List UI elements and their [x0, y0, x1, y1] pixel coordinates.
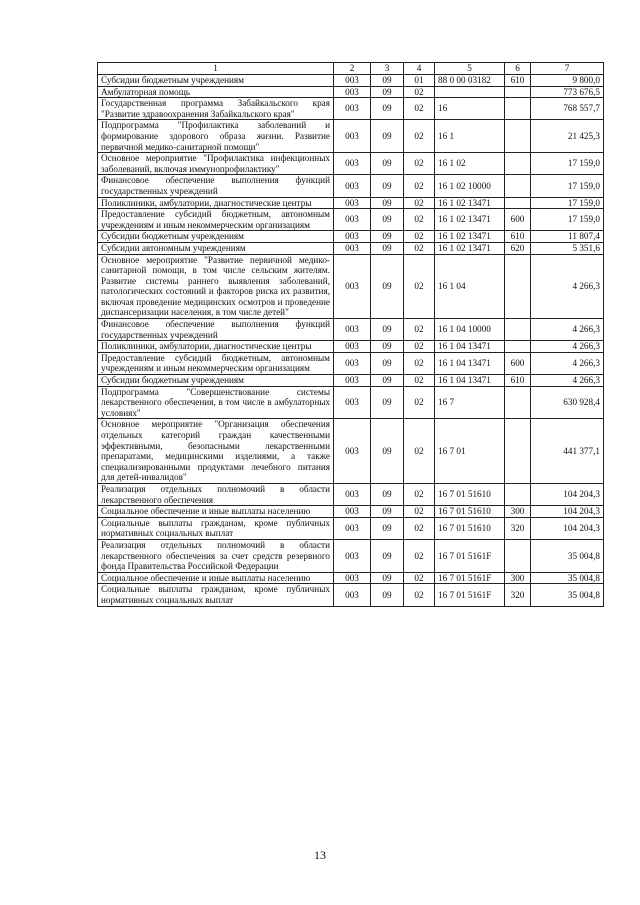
- row-name-cell: Реализация отдельных полномочий в области лекарственного обеспечения за счет средств резервного фонда Правительства Российской Федерации: [98, 539, 334, 572]
- table-row: [98, 341, 604, 353]
- table-row: [98, 175, 604, 197]
- target-article-cell: 16 1 04 10000: [435, 319, 505, 341]
- target-article-cell: 16 7 01 5161F: [435, 572, 505, 584]
- section-code-cell: 09: [371, 254, 404, 319]
- target-article-cell: 16 1 04 13471: [435, 375, 505, 387]
- amount-cell: 630 928,4: [531, 386, 604, 419]
- amount-cell: 17 159,0: [531, 197, 604, 209]
- table-row: [98, 254, 604, 319]
- expense-type-cell: 610: [505, 75, 531, 87]
- subsection-code-cell: 02: [404, 341, 435, 353]
- row-name-cell: Подпрограмма "Профилактика заболеваний и формирование здорового образа жизни. Развитие первичной медико-санитарной помощи": [98, 120, 334, 153]
- amount-cell: 104 204,3: [531, 483, 604, 505]
- section-code-cell: 09: [371, 517, 404, 539]
- row-name-cell: Социальное обеспечение и иные выплаты населению: [98, 572, 334, 584]
- amount-cell: 21 425,3: [531, 120, 604, 153]
- section-code-cell: 09: [371, 419, 404, 484]
- ministry-code-cell: 003: [334, 175, 371, 197]
- table-row: [98, 572, 604, 584]
- table-row: [98, 120, 604, 153]
- row-name-cell: Подпрограмма "Совершенствование системы лекарственного обеспечения, в том числе в амбулаторных условиях": [98, 386, 334, 419]
- expense-type-cell: [505, 175, 531, 197]
- table-row: [98, 242, 604, 254]
- subsection-code-cell: 02: [404, 352, 435, 374]
- row-name-cell: Предоставление субсидий бюджетным, автономным учреждениям и иным некоммерческим организациям: [98, 352, 334, 374]
- row-name-cell: Социальное обеспечение и иные выплаты населению: [98, 506, 334, 518]
- ministry-code-cell: 003: [334, 506, 371, 518]
- section-code-cell: 09: [371, 375, 404, 387]
- section-code-cell: 09: [371, 584, 404, 606]
- subsection-code-cell: 02: [404, 506, 435, 518]
- target-article-cell: 16 7 01 51610: [435, 506, 505, 518]
- table-row: [98, 231, 604, 243]
- expense-type-cell: [505, 197, 531, 209]
- subsection-code-cell: 01: [404, 75, 435, 87]
- section-code-cell: 09: [371, 231, 404, 243]
- subsection-code-cell: 02: [404, 153, 435, 175]
- amount-cell: 11 807,4: [531, 231, 604, 243]
- expense-type-cell: [505, 419, 531, 484]
- section-code-cell: 09: [371, 86, 404, 98]
- target-article-cell: [435, 86, 505, 98]
- section-code-cell: 09: [371, 209, 404, 231]
- row-name-cell: Поликлиники, амбулатории, диагностические центры: [98, 341, 334, 353]
- section-code-cell: 09: [371, 98, 404, 120]
- amount-cell: 35 004,8: [531, 584, 604, 606]
- expense-type-cell: 620: [505, 242, 531, 254]
- ministry-code-cell: 003: [334, 197, 371, 209]
- section-code-cell: 09: [371, 175, 404, 197]
- amount-cell: 4 266,3: [531, 375, 604, 387]
- row-name-cell: Поликлиники, амбулатории, диагностические центры: [98, 197, 334, 209]
- subsection-code-cell: 02: [404, 242, 435, 254]
- subsection-code-cell: 02: [404, 231, 435, 243]
- expense-type-cell: 320: [505, 517, 531, 539]
- target-article-cell: 16 1 04 13471: [435, 341, 505, 353]
- expense-type-cell: [505, 386, 531, 419]
- table-row: [98, 517, 604, 539]
- ministry-code-cell: 003: [334, 572, 371, 584]
- expense-type-cell: 610: [505, 375, 531, 387]
- target-article-cell: 16 7 01 5161F: [435, 584, 505, 606]
- header-cell: 4: [404, 63, 435, 75]
- ministry-code-cell: 003: [334, 209, 371, 231]
- subsection-code-cell: 02: [404, 98, 435, 120]
- expense-type-cell: [505, 483, 531, 505]
- target-article-cell: 16 1 02 10000: [435, 175, 505, 197]
- subsection-code-cell: 02: [404, 254, 435, 319]
- subsection-code-cell: 02: [404, 120, 435, 153]
- row-name-cell: Социальные выплаты гражданам, кроме публичных нормативных социальных выплат: [98, 584, 334, 606]
- row-name-cell: Социальные выплаты гражданам, кроме публичных нормативных социальных выплат: [98, 517, 334, 539]
- table-row: [98, 506, 604, 518]
- expense-type-cell: [505, 341, 531, 353]
- table-row: [98, 197, 604, 209]
- amount-cell: 4 266,3: [531, 352, 604, 374]
- row-name-cell: Государственная программа Забайкальского края "Развитие здравоохранения Забайкальского края": [98, 98, 334, 120]
- expense-type-cell: 320: [505, 584, 531, 606]
- section-code-cell: 09: [371, 539, 404, 572]
- row-name-cell: Предоставление субсидий бюджетным, автономным учреждениям и иным некоммерческим организациям: [98, 209, 334, 231]
- amount-cell: 104 204,3: [531, 506, 604, 518]
- section-code-cell: 09: [371, 341, 404, 353]
- subsection-code-cell: 02: [404, 419, 435, 484]
- amount-cell: 768 557,7: [531, 98, 604, 120]
- table-row: [98, 386, 604, 419]
- amount-cell: 441 377,1: [531, 419, 604, 484]
- section-code-cell: 09: [371, 242, 404, 254]
- amount-cell: 773 676,5: [531, 86, 604, 98]
- target-article-cell: 16 7 01 51610: [435, 517, 505, 539]
- amount-cell: 35 004,8: [531, 539, 604, 572]
- row-name-cell: Финансовое обеспечение выполнения функций государственных учреждений: [98, 175, 334, 197]
- amount-cell: 17 159,0: [531, 209, 604, 231]
- ministry-code-cell: 003: [334, 539, 371, 572]
- table-row: [98, 209, 604, 231]
- table-row: [98, 375, 604, 387]
- subsection-code-cell: 02: [404, 209, 435, 231]
- table-row: [98, 75, 604, 87]
- amount-cell: 4 266,3: [531, 341, 604, 353]
- table-row: [98, 153, 604, 175]
- section-code-cell: 09: [371, 319, 404, 341]
- row-name-cell: Финансовое обеспечение выполнения функций государственных учреждений: [98, 319, 334, 341]
- header-cell: 1: [98, 63, 334, 75]
- table-row: [98, 98, 604, 120]
- table-row: [98, 419, 604, 484]
- ministry-code-cell: 003: [334, 419, 371, 484]
- table-row: [98, 319, 604, 341]
- ministry-code-cell: 003: [334, 153, 371, 175]
- header-cell: 7: [531, 63, 604, 75]
- ministry-code-cell: 003: [334, 242, 371, 254]
- budget-table: [97, 62, 604, 607]
- section-code-cell: 09: [371, 386, 404, 419]
- expense-type-cell: 300: [505, 506, 531, 518]
- target-article-cell: 16 1 02 13471: [435, 242, 505, 254]
- row-name-cell: Субсидии бюджетным учреждениям: [98, 75, 334, 87]
- amount-cell: 9 800,0: [531, 75, 604, 87]
- section-code-cell: 09: [371, 120, 404, 153]
- table-row: [98, 539, 604, 572]
- subsection-code-cell: 02: [404, 375, 435, 387]
- amount-cell: 5 351,6: [531, 242, 604, 254]
- ministry-code-cell: 003: [334, 86, 371, 98]
- target-article-cell: 16 1 02 13471: [435, 197, 505, 209]
- amount-cell: 104 204,3: [531, 517, 604, 539]
- target-article-cell: 16 7 01: [435, 419, 505, 484]
- amount-cell: 17 159,0: [531, 153, 604, 175]
- section-code-cell: 09: [371, 572, 404, 584]
- header-cell: 2: [334, 63, 371, 75]
- subsection-code-cell: 02: [404, 86, 435, 98]
- row-name-cell: Основное мероприятие "Организация обеспечения отдельных категорий граждан качественными эффективными, безопасными лекарственными препаратами, медицинскими изделиями, а также специализированными продуктами лечебного питания для детей-инвалидов": [98, 419, 334, 484]
- section-code-cell: 09: [371, 483, 404, 505]
- target-article-cell: 16 1 02 13471: [435, 209, 505, 231]
- section-code-cell: 09: [371, 197, 404, 209]
- row-name-cell: Субсидии бюджетным учреждениям: [98, 231, 334, 243]
- target-article-cell: 16 7 01 51610: [435, 483, 505, 505]
- row-name-cell: Субсидии бюджетным учреждениям: [98, 375, 334, 387]
- page-number: 13: [314, 848, 326, 862]
- ministry-code-cell: 003: [334, 341, 371, 353]
- ministry-code-cell: 003: [334, 483, 371, 505]
- ministry-code-cell: 003: [334, 517, 371, 539]
- amount-cell: 17 159,0: [531, 175, 604, 197]
- table-row: [98, 352, 604, 374]
- subsection-code-cell: 02: [404, 175, 435, 197]
- row-name-cell: Субсидии автономным учреждениям: [98, 242, 334, 254]
- subsection-code-cell: 02: [404, 584, 435, 606]
- section-code-cell: 09: [371, 352, 404, 374]
- ministry-code-cell: 003: [334, 254, 371, 319]
- header-cell: 5: [435, 63, 505, 75]
- target-article-cell: 88 0 00 03182: [435, 75, 505, 87]
- ministry-code-cell: 003: [334, 120, 371, 153]
- row-name-cell: Основное мероприятие "Профилактика инфекционных заболеваний, включая иммунопрофилактику": [98, 153, 334, 175]
- ministry-code-cell: 003: [334, 386, 371, 419]
- expense-type-cell: [505, 120, 531, 153]
- table-row: [98, 584, 604, 606]
- ministry-code-cell: 003: [334, 375, 371, 387]
- ministry-code-cell: 003: [334, 584, 371, 606]
- expense-type-cell: [505, 319, 531, 341]
- section-code-cell: 09: [371, 506, 404, 518]
- expense-type-cell: [505, 539, 531, 572]
- ministry-code-cell: 003: [334, 319, 371, 341]
- target-article-cell: 16 1: [435, 120, 505, 153]
- expense-type-cell: 600: [505, 209, 531, 231]
- expense-type-cell: [505, 254, 531, 319]
- table-header-row: [98, 63, 604, 75]
- table-row: [98, 86, 604, 98]
- amount-cell: 35 004,8: [531, 572, 604, 584]
- expense-type-cell: [505, 98, 531, 120]
- header-cell: 3: [371, 63, 404, 75]
- subsection-code-cell: 02: [404, 483, 435, 505]
- subsection-code-cell: 02: [404, 197, 435, 209]
- subsection-code-cell: 02: [404, 539, 435, 572]
- target-article-cell: 16 1 02: [435, 153, 505, 175]
- target-article-cell: 16 7 01 5161F: [435, 539, 505, 572]
- expense-type-cell: [505, 86, 531, 98]
- section-code-cell: 09: [371, 75, 404, 87]
- amount-cell: 4 266,3: [531, 254, 604, 319]
- subsection-code-cell: 02: [404, 319, 435, 341]
- row-name-cell: Амбулаторная помощь: [98, 86, 334, 98]
- row-name-cell: Основное мероприятие "Развитие первичной медико-санитарной помощи, в том числе сельским жителям. Развитие системы раннего выявления заболеваний, патологических состояний и факторов риска их развития, включая проведение медицинских осмотров и проведение диспансеризации населения, в том числе детей": [98, 254, 334, 319]
- amount-cell: 4 266,3: [531, 319, 604, 341]
- subsection-code-cell: 02: [404, 386, 435, 419]
- ministry-code-cell: 003: [334, 98, 371, 120]
- ministry-code-cell: 003: [334, 352, 371, 374]
- ministry-code-cell: 003: [334, 75, 371, 87]
- expense-type-cell: 600: [505, 352, 531, 374]
- subsection-code-cell: 02: [404, 572, 435, 584]
- section-code-cell: 09: [371, 153, 404, 175]
- target-article-cell: 16: [435, 98, 505, 120]
- subsection-code-cell: 02: [404, 517, 435, 539]
- target-article-cell: 16 1 02 13471: [435, 231, 505, 243]
- target-article-cell: 16 7: [435, 386, 505, 419]
- row-name-cell: Реализация отдельных полномочий в области лекарственного обеспечения: [98, 483, 334, 505]
- ministry-code-cell: 003: [334, 231, 371, 243]
- expense-type-cell: 300: [505, 572, 531, 584]
- table-row: [98, 483, 604, 505]
- header-cell: 6: [505, 63, 531, 75]
- expense-type-cell: [505, 153, 531, 175]
- expense-type-cell: 610: [505, 231, 531, 243]
- target-article-cell: 16 1 04: [435, 254, 505, 319]
- target-article-cell: 16 1 04 13471: [435, 352, 505, 374]
